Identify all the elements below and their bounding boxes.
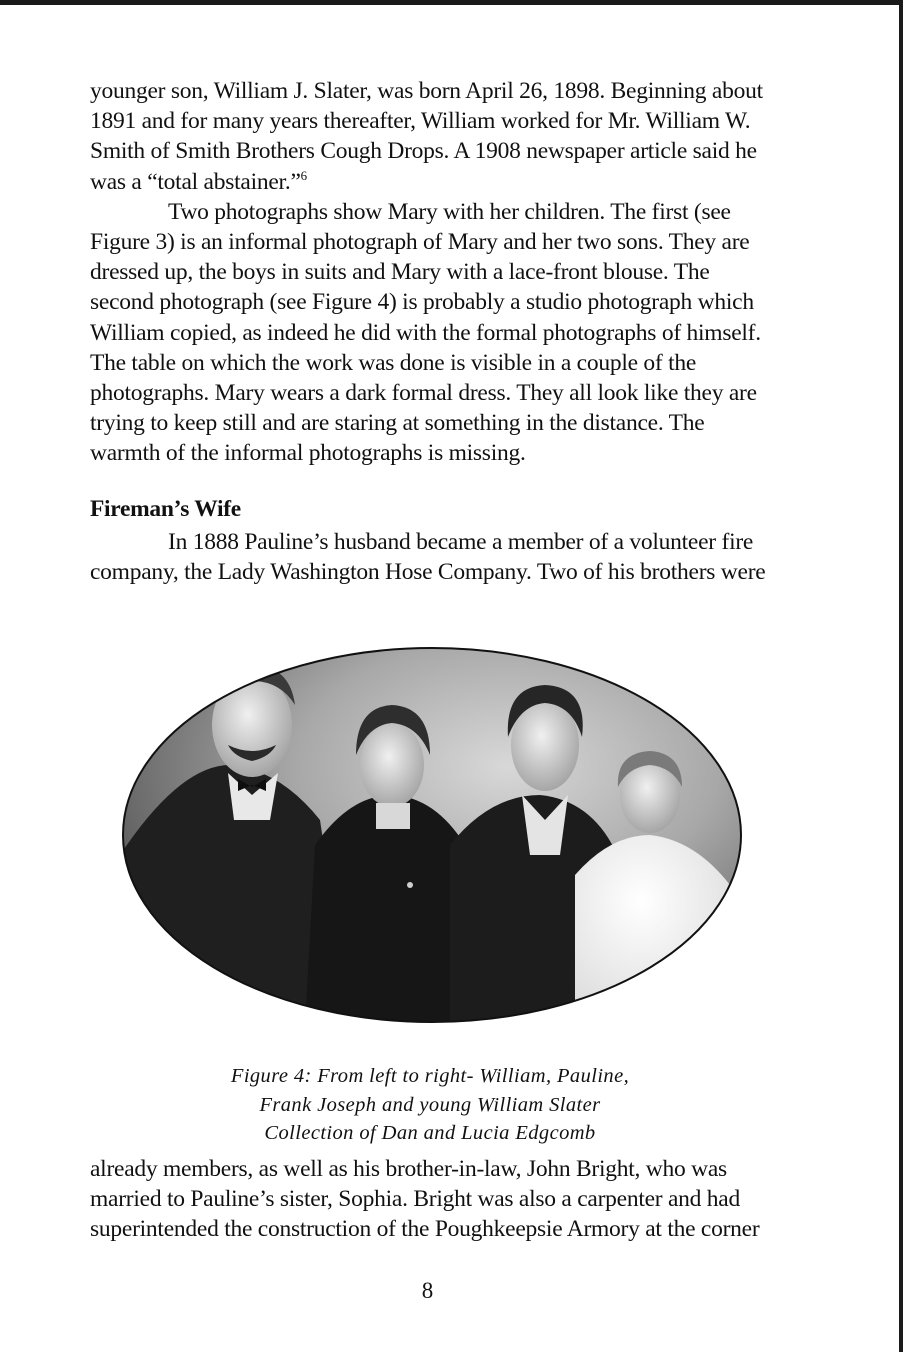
paragraph-continued: already members, as well as his brother-in-law, John Bright, who was married to Pauline’s sister, Sophia. Bright was also a carpenter and had superintended the construction of the Poughkeepsie Armory at the corner	[90, 1156, 760, 1243]
family-photograph	[120, 645, 745, 1025]
body-text-top	[90, 76, 770, 469]
page-number: 8	[421, 1278, 434, 1303]
paragraph-intro	[90, 76, 770, 197]
caption-line-1: Figure 4: From left to right- William, Pauline,	[230, 1065, 630, 1087]
right-border-rule	[899, 0, 903, 1352]
top-border-rule	[0, 0, 903, 5]
footnote-marker: 6	[300, 167, 307, 183]
caption-line-3: Collection of Dan and Lucia Edgcomb	[264, 1122, 596, 1144]
paragraph-intro-text: younger son, William J. Slater, was born April 26, 1898. Beginning about 1891 and for many years thereafter, William worked for Mr. William W. Smith of Smith Brothers Cough Drops. A 1908 newspaper article said he was a “total abstainer.”	[90, 78, 763, 195]
figure-caption	[150, 1062, 710, 1148]
paragraph-photos: Two photographs show Mary with her children. The first (see Figure 3) is an informal photograph of Mary and her two sons. They are dressed up, the boys in suits and Mary with a lace-front blouse. The second photograph (see Figure 4) is probably a studio photograph which William copied, as indeed he did with the formal photographs of himself. The table on which the work was done is visible in a couple of the photographs. Mary wears a dark formal dress. They all look like they are trying to keep still and are staring at something in the distance. The warmth of the informal photographs is missing.	[90, 198, 761, 467]
paragraph-fireman: In 1888 Pauline’s husband became a member of a volunteer fire company, the Lady Washington Hose Company. Two of his brothers were	[90, 529, 766, 586]
body-text-bottom	[90, 1154, 770, 1245]
body-text-middle	[90, 527, 770, 587]
caption-line-2: Frank Joseph and young William Slater	[259, 1093, 601, 1116]
section-heading: Fireman’s Wife	[90, 496, 241, 522]
